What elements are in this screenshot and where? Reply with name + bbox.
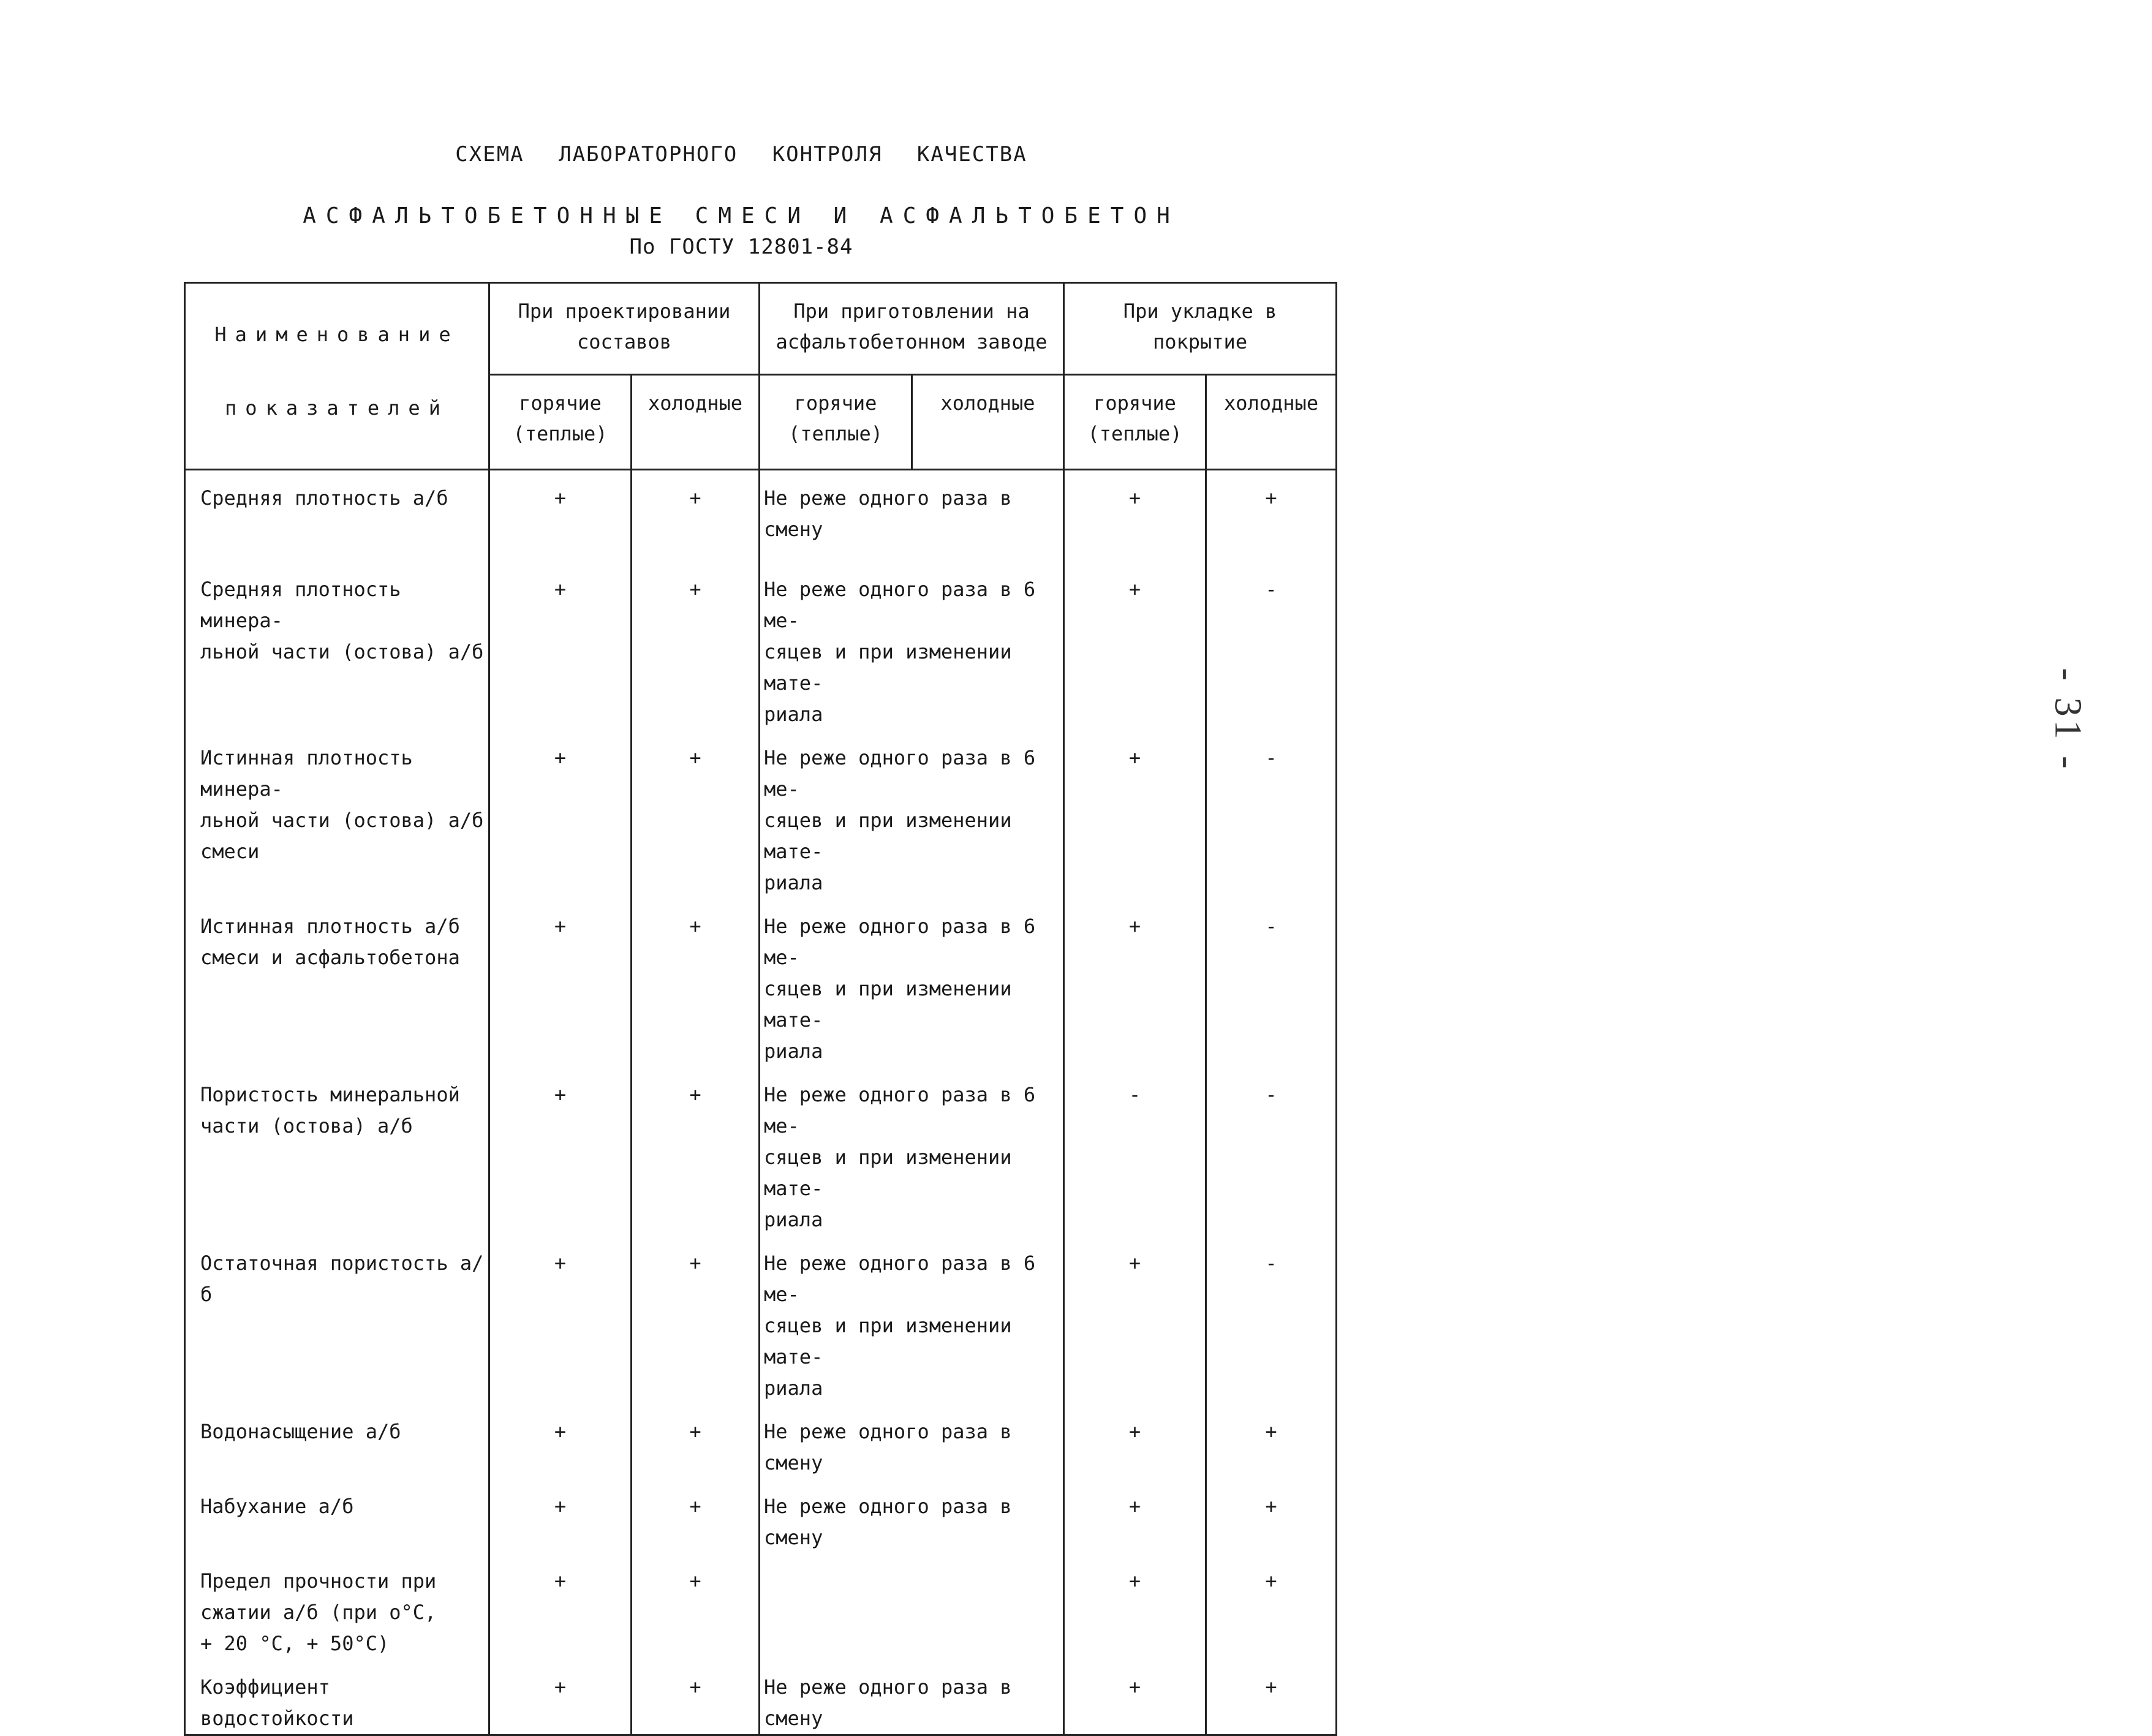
- indicator-cell: Коэффициент водостойкости: [185, 1659, 489, 1735]
- design-cold-cell: +: [632, 899, 760, 1067]
- plant-frequency-cell: Не реже одного раза в смену: [760, 470, 1064, 562]
- laying-hot-cell: +: [1064, 899, 1206, 1067]
- indicator-header-line2: показателей: [225, 396, 449, 420]
- design-cold-cell: +: [632, 1659, 760, 1735]
- design-hot-cell: +: [489, 1553, 632, 1659]
- laying-cold-cell: -: [1206, 1236, 1337, 1404]
- plant-frequency-cell: Не реже одного раза в 6 ме- сяцев и при изменении мате- риала: [760, 730, 1064, 899]
- design-hot-cell: +: [489, 470, 632, 562]
- indicator-cell: Истинная плотность минера- льной части (остова) а/б смеси: [185, 730, 489, 899]
- indicator-cell: Водонасыщение а/б: [185, 1404, 489, 1479]
- design-hot-cell: +: [489, 1067, 632, 1236]
- table-row: [185, 730, 1337, 899]
- table-row: [185, 1659, 1337, 1735]
- table-row: [185, 470, 1337, 562]
- design-hot-cell: +: [489, 1404, 632, 1479]
- plant-frequency-cell: Не реже одного раза в 6 ме- сяцев и при изменении мате- риала: [760, 1236, 1064, 1404]
- design-hot-cell: +: [489, 899, 632, 1067]
- subheader-design-cold: холодные: [632, 375, 760, 470]
- laying-cold-cell: -: [1206, 1067, 1337, 1236]
- indicator-cell: Средняя плотность минера- льной части (остова) а/б: [185, 562, 489, 730]
- table-row: [185, 899, 1337, 1067]
- document-title: СХЕМА ЛАБОРАТОРНОГО КОНТРОЛЯ КАЧЕСТВА: [455, 142, 1027, 167]
- document-standard: По ГОСТУ 12801-84: [629, 235, 853, 259]
- laying-cold-cell: +: [1206, 1404, 1337, 1479]
- laying-cold-cell: +: [1206, 1659, 1337, 1735]
- design-cold-cell: +: [632, 1404, 760, 1479]
- laying-cold-cell: +: [1206, 1479, 1337, 1553]
- laying-cold-cell: -: [1206, 899, 1337, 1067]
- table-row: [185, 1479, 1337, 1553]
- group-header-laying: При укладке в покрытие: [1064, 283, 1337, 375]
- plant-frequency-cell: Не реже одного раза в смену: [760, 1404, 1064, 1479]
- design-hot-cell: +: [489, 562, 632, 730]
- plant-frequency-cell: Не реже одного раза в 6 ме- сяцев и при изменении мате- риала: [760, 899, 1064, 1067]
- plant-frequency-cell: [760, 1553, 1064, 1659]
- laying-hot-cell: +: [1064, 730, 1206, 899]
- document-subtitle: АСФАЛЬТОБЕТОННЫЕ СМЕСИ И АСФАЛЬТОБЕТОН: [303, 203, 1180, 228]
- indicator-cell: Остаточная пористость а/б: [185, 1236, 489, 1404]
- laying-hot-cell: +: [1064, 562, 1206, 730]
- laying-hot-cell: +: [1064, 470, 1206, 562]
- laying-hot-cell: +: [1064, 1479, 1206, 1553]
- design-cold-cell: +: [632, 562, 760, 730]
- page-number: - 31 -: [2047, 668, 2089, 772]
- design-hot-cell: +: [489, 1236, 632, 1404]
- laying-hot-cell: -: [1064, 1067, 1206, 1236]
- design-hot-cell: +: [489, 730, 632, 899]
- group-header-plant: При приготовлении на асфальтобетонном заводе: [760, 283, 1064, 375]
- laying-hot-cell: +: [1064, 1553, 1206, 1659]
- plant-frequency-cell: Не реже одного раза в 6 ме- сяцев и при изменении мате- риала: [760, 1067, 1064, 1236]
- design-cold-cell: +: [632, 1479, 760, 1553]
- design-cold-cell: +: [632, 730, 760, 899]
- plant-frequency-cell: Не реже одного раза в смену: [760, 1659, 1064, 1735]
- design-cold-cell: +: [632, 1553, 760, 1659]
- indicator-cell: Предел прочности при сжатии а/б (при о°С, + 20 °С, + 50°С): [185, 1553, 489, 1659]
- indicator-cell: Истинная плотность а/б смеси и асфальтобетона: [185, 899, 489, 1067]
- subheader-laying-cold: холодные: [1206, 375, 1337, 470]
- design-cold-cell: +: [632, 470, 760, 562]
- group-header-design: При проектировании составов: [489, 283, 760, 375]
- design-hot-cell: +: [489, 1659, 632, 1735]
- laying-cold-cell: -: [1206, 562, 1337, 730]
- design-cold-cell: +: [632, 1236, 760, 1404]
- table-row: [185, 1404, 1337, 1479]
- table-row: [185, 562, 1337, 730]
- indicator-cell: Набухание а/б: [185, 1479, 489, 1553]
- laying-hot-cell: +: [1064, 1236, 1206, 1404]
- design-hot-cell: +: [489, 1479, 632, 1553]
- laying-cold-cell: +: [1206, 470, 1337, 562]
- table-row: [185, 1067, 1337, 1236]
- plant-frequency-cell: Не реже одного раза в 6 ме- сяцев и при изменении мате- риала: [760, 562, 1064, 730]
- laying-hot-cell: +: [1064, 1404, 1206, 1479]
- design-cold-cell: +: [632, 1067, 760, 1236]
- subheader-plant-hot: горячие (теплые): [760, 375, 912, 470]
- indicator-cell: Пористость минеральной части (остова) а/б: [185, 1067, 489, 1236]
- plant-frequency-cell: Не реже одного раза в смену: [760, 1479, 1064, 1553]
- subheader-plant-cold: холодные: [912, 375, 1064, 470]
- indicator-cell: Средняя плотность а/б: [185, 470, 489, 562]
- laying-cold-cell: -: [1206, 730, 1337, 899]
- table-row: [185, 1236, 1337, 1404]
- subheader-design-hot: горячие (теплые): [489, 375, 632, 470]
- subheader-laying-hot: горячие (теплые): [1064, 375, 1206, 470]
- laying-cold-cell: +: [1206, 1553, 1337, 1659]
- indicator-header: [185, 283, 489, 470]
- indicator-header-line1: Наименование: [214, 323, 459, 346]
- table-row: [185, 1553, 1337, 1659]
- laying-hot-cell: +: [1064, 1659, 1206, 1735]
- quality-control-table: [184, 282, 1337, 1736]
